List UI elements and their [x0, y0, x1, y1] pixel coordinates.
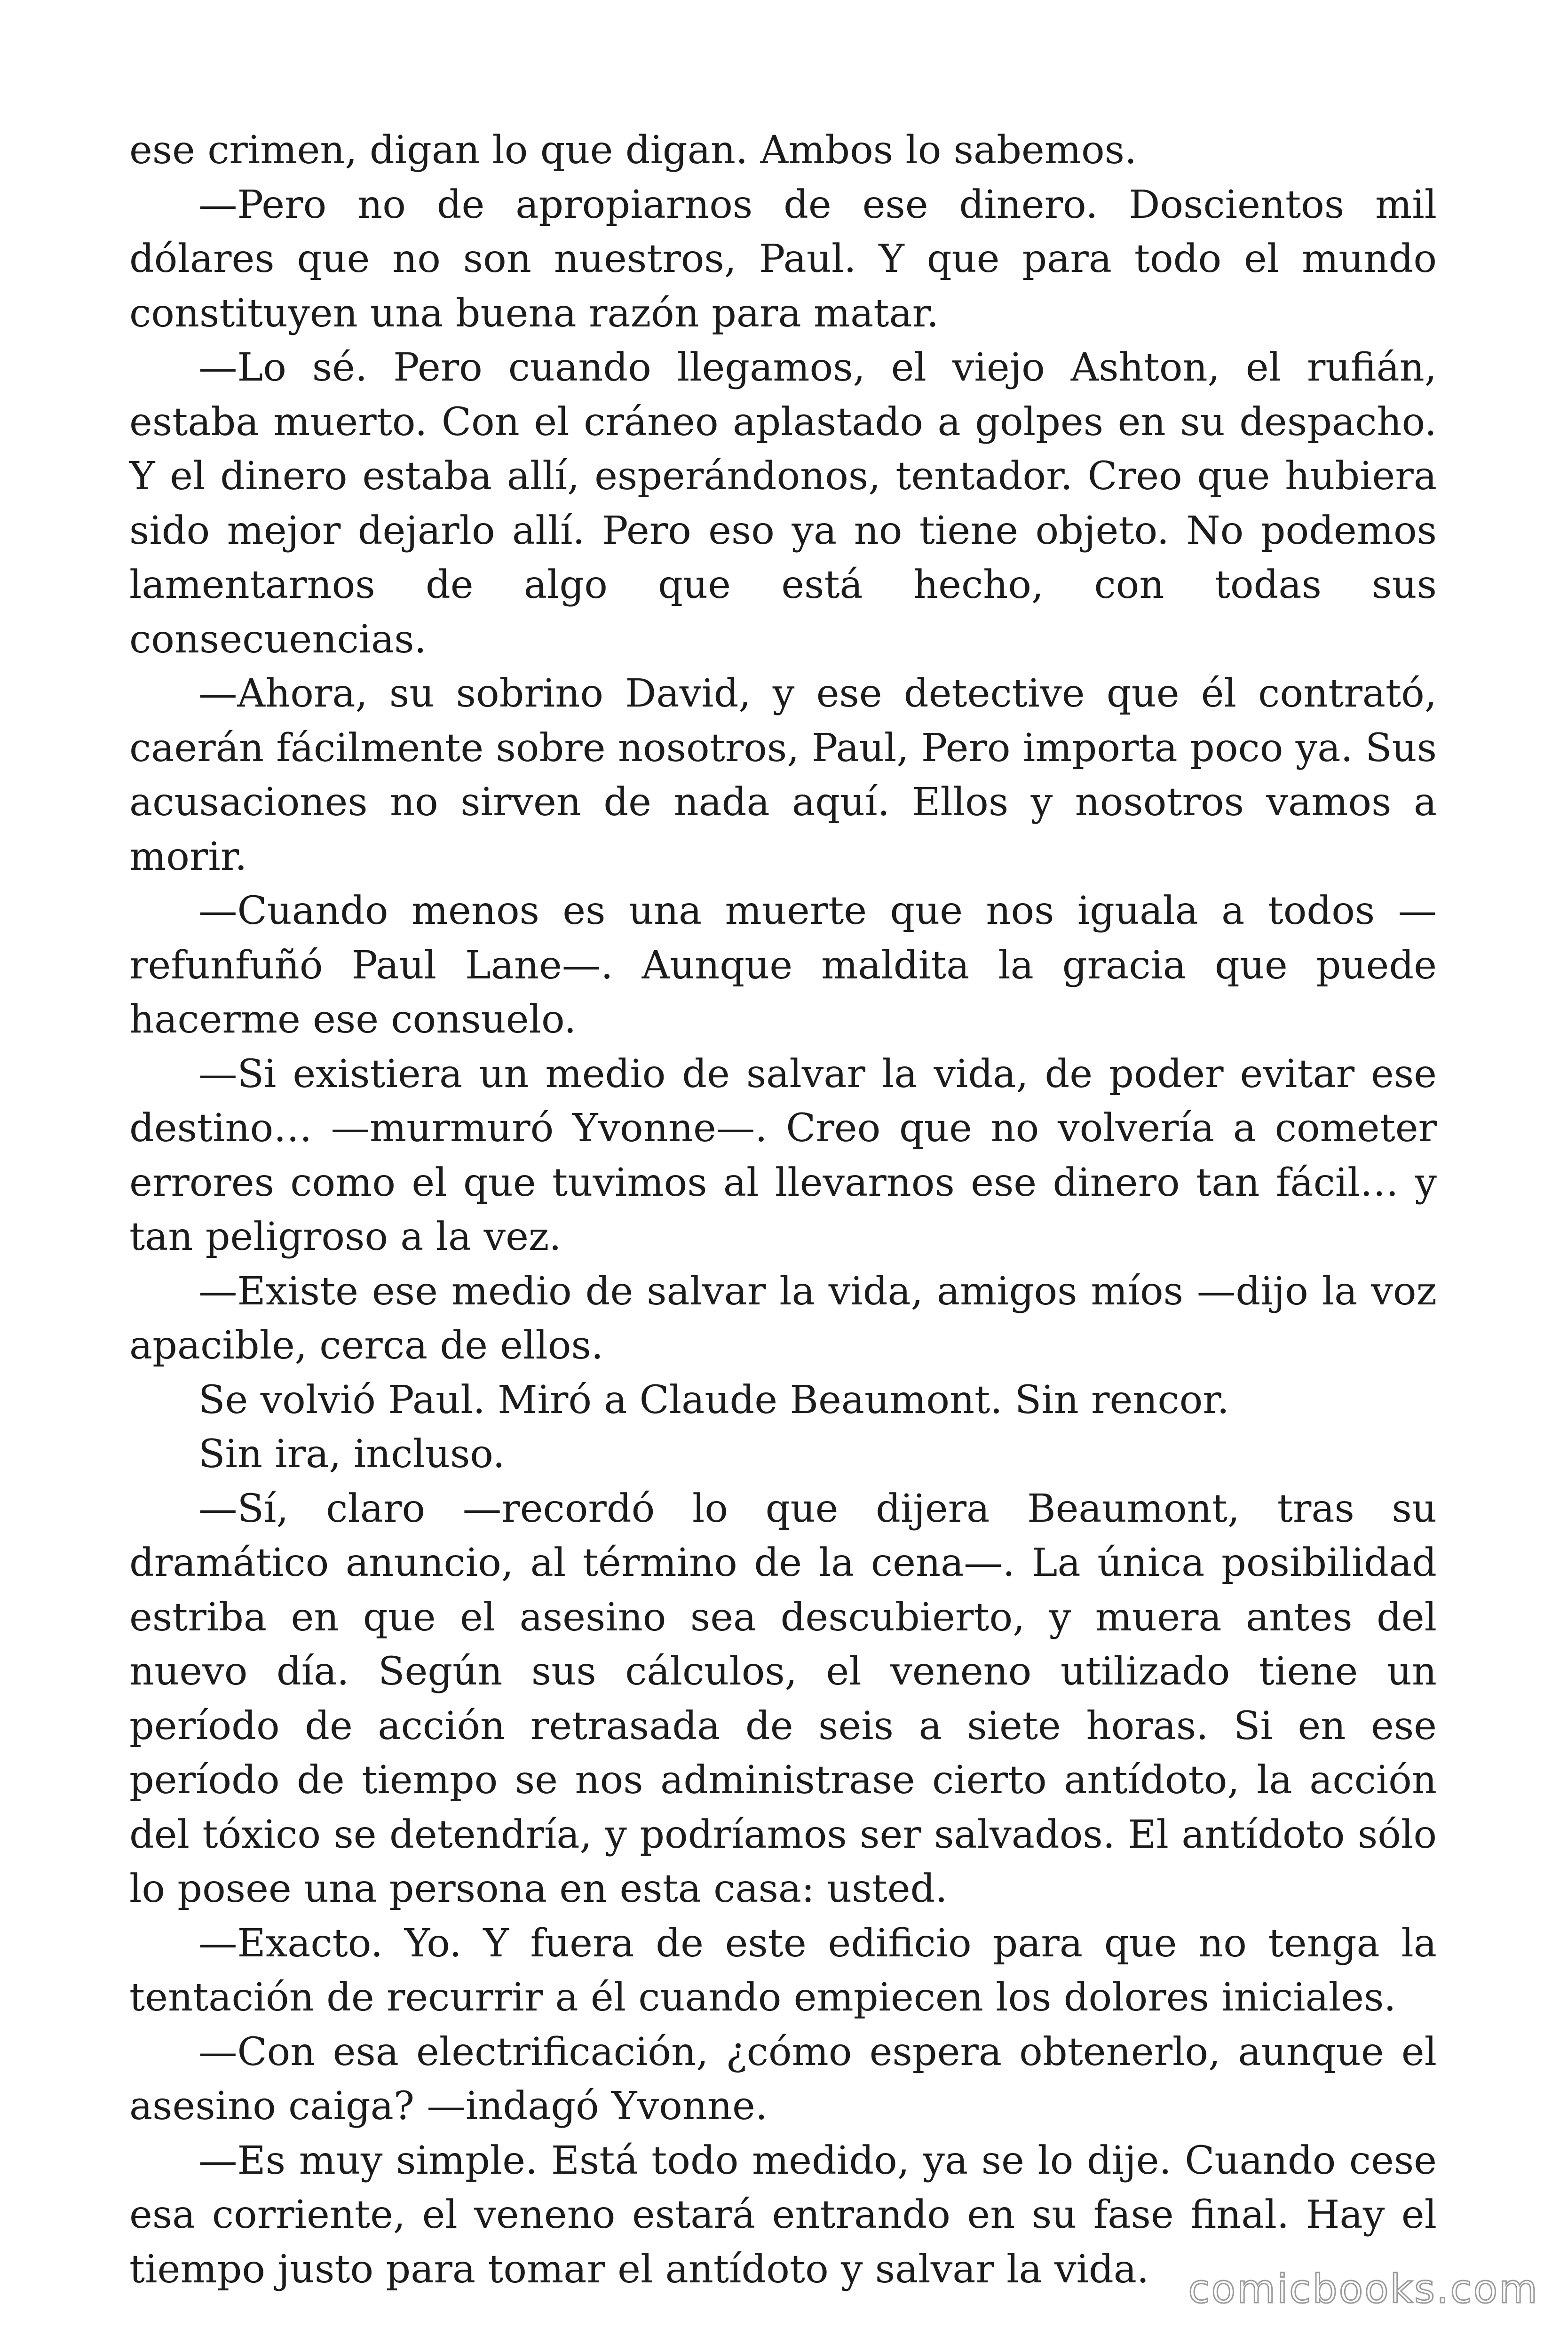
- paragraph: —Existe ese medio de salvar la vida, amigos míos —dijo la voz apacible, cerca de ellos.: [129, 1268, 1437, 1368]
- paragraph: —Ahora, su sobrino David, y ese detective que él contrató, caerán fácilmente sobre nosotros, Paul, Pero importa poco ya. Sus acusaciones no sirven de nada aquí. Ellos y nosotros vamos a morir.: [129, 671, 1437, 879]
- paragraph: —Con esa electrificación, ¿cómo espera obtenerlo, aunque el asesino caiga? —indagó Yvonne.: [129, 2029, 1437, 2129]
- paragraph: —Es muy simple. Está todo medido, ya se lo dije. Cuando cese esa corriente, el veneno estará entrando en su fase final. Hay el tiempo justo para tomar el antídoto y salvar la vida.: [129, 2137, 1437, 2292]
- paragraph: Se volvió Paul. Miró a Claude Beaumont. Sin rencor.: [198, 1377, 1229, 1422]
- paragraph: —Sí, claro —recordó lo que dijera Beaumont, tras su dramático anuncio, al término de la cena—. La única posibilidad estriba en que el asesino sea descubierto, y muera antes del nuevo día. Según sus cálculos, el veneno utilizado tiene un período de acción retrasada de seis a siete horas. Si en ese período de tiempo se nos administrase cierto antídoto, la acción del tóxico se detendría, y podríamos ser salvados. El antídoto sólo lo posee una persona en esta casa: usted.: [129, 1486, 1437, 1911]
- page-text: [129, 123, 1437, 2296]
- paragraph: —Lo sé. Pero cuando llegamos, el viejo Ashton, el rufián, estaba muerto. Con el cráneo aplastado a golpes en su despacho. Y el dinero estaba allí, esperándonos, tentador. Creo que hubiera sido mejor dejarlo allí. Pero eso ya no tiene objeto. No podemos lamentarnos de algo que está hecho, con todas sus consecuencias.: [129, 345, 1437, 662]
- paragraph: Sin ira, incluso.: [198, 1431, 505, 1477]
- paragraph: —Cuando menos es una muerte que nos iguala a todos —refunfuñó Paul Lane—. Aunque maldita la gracia que puede hacerme ese consuelo.: [129, 888, 1437, 1042]
- paragraph: —Exacto. Yo. Y fuera de este edificio para que no tenga la tentación de recurrir a él cuando empiecen los dolores iniciales.: [129, 1920, 1437, 2020]
- watermark: comicbooks.com: [1188, 2266, 1539, 2312]
- paragraph: —Si existiera un medio de salvar la vida, de poder evitar ese destino… —murmuró Yvonne—. Creo que no volvería a cometer errores como el que tuvimos al llevarnos ese dinero tan fácil… y tan peligroso a la vez.: [129, 1051, 1437, 1259]
- paragraph: ese crimen, digan lo que digan. Ambos lo sabemos.: [129, 127, 1137, 173]
- paragraph: —Pero no de apropiarnos de ese dinero. Doscientos mil dólares que no son nuestros, Paul. Y que para todo el mundo constituyen una buena razón para matar.: [129, 182, 1437, 336]
